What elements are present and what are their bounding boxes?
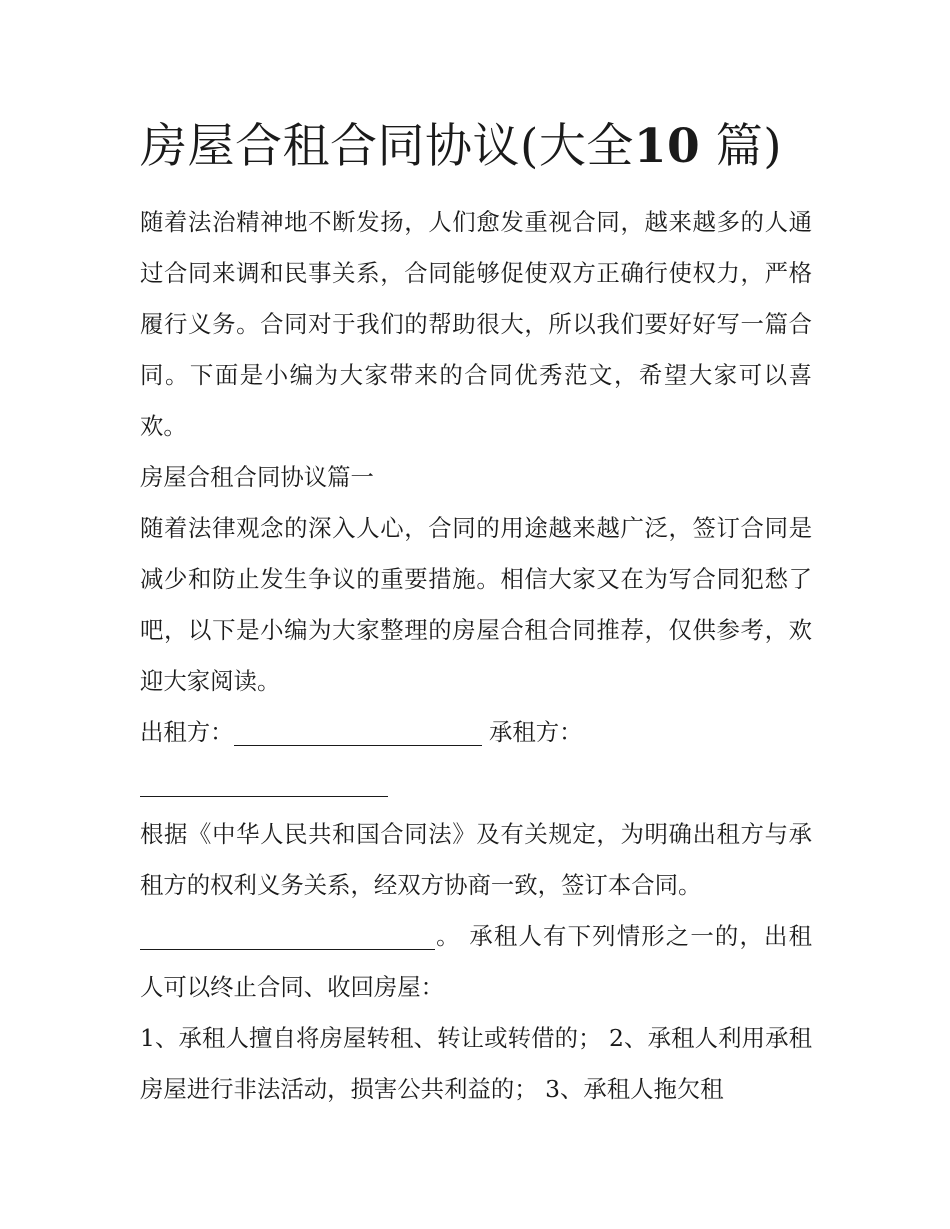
title-suffix: 篇) bbox=[715, 119, 783, 174]
title-text: 房屋合租合同协议(大全 bbox=[140, 119, 634, 174]
lessee-label: 承租方： bbox=[489, 718, 583, 746]
lessor-blank bbox=[234, 715, 482, 746]
parties-line bbox=[140, 707, 812, 809]
termination-clause: 。 承租人有下列情形之一的，出租人可以终止合同、收回房屋： bbox=[140, 922, 812, 1001]
lessor-label: 出租方： bbox=[140, 718, 234, 746]
conditions-paragraph: 1、承租人擅自将房屋转租、转让或转借的； 2、承租人利用承租房屋进行非法活动，损害公共利益的； 3、承租人拖欠租 bbox=[140, 1024, 812, 1103]
section-intro-paragraph: 随着法律观念的深入人心，合同的用途越来越广泛，签订合同是减少和防止发生争议的重要措施。相信大家又在为写合同犯愁了吧，以下是小编为大家整理的房屋合租合同推荐，仅供参考，欢迎大家阅读。 bbox=[140, 514, 812, 695]
lessee-blank bbox=[140, 766, 388, 797]
document-body bbox=[140, 197, 812, 1115]
section-heading: 房屋合租合同协议篇一 bbox=[140, 463, 374, 491]
termination-paragraph bbox=[140, 911, 812, 1013]
clause-blank bbox=[140, 919, 435, 950]
intro-paragraph: 随着法治精神地不断发扬，人们愈发重视合同，越来越多的人通过合同来调和民事关系，合同能够促使双方正确行使权力，严格履行义务。合同对于我们的帮助很大，所以我们要好好写一篇合同。下面是小编为大家带来的合同优秀范文，希望大家可以喜欢。 bbox=[140, 208, 812, 440]
basis-clause: 根据《中华人民共和国合同法》及有关规定，为明确出租方与承租方的权利义务关系，经双方协商一致，签订本合同。 bbox=[140, 820, 812, 899]
title-number: 10 bbox=[633, 119, 701, 174]
document-title bbox=[140, 112, 840, 182]
